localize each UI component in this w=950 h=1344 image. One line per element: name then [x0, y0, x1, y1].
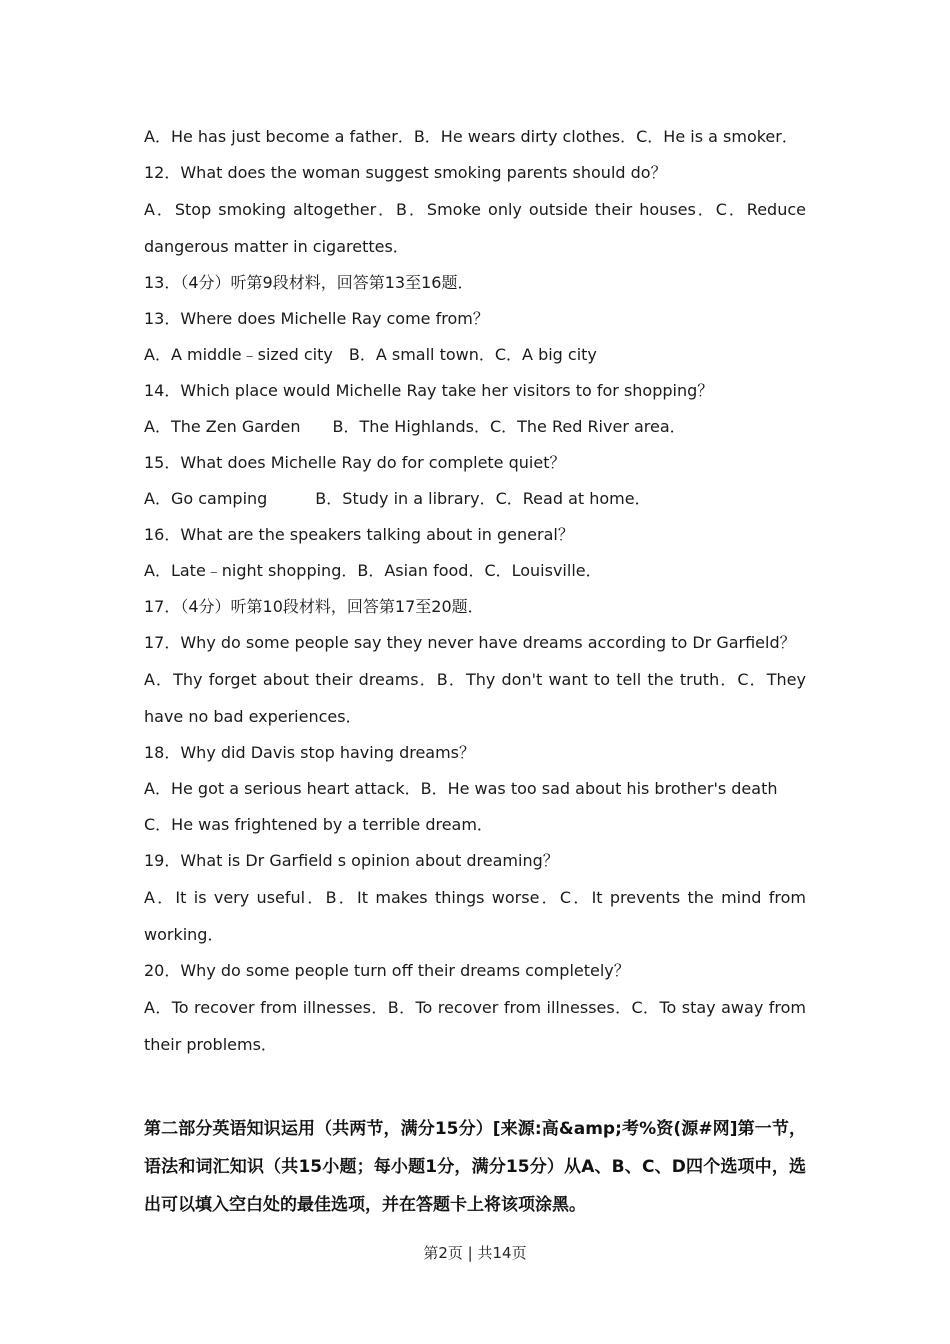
- q14-options: A．The Zen Garden B．The Highlands．C．The Red River area．: [144, 417, 686, 436]
- q14-question: 14．Which place would Michelle Ray take her visitors to for shopping？: [144, 381, 714, 400]
- q15-question: 15．What does Michelle Ray do for complete quiet？: [144, 453, 566, 472]
- q16-question: 16．What are the speakers talking about in general？: [144, 525, 574, 544]
- q13-options: A．A middle﹣sized city B．A small town．C．A big city: [144, 345, 597, 364]
- q15-options: A．Go camping B．Study in a library．C．Read at home．: [144, 489, 651, 508]
- document-body: [144, 119, 806, 1224]
- q18-option-c: C．He was frightened by a terrible dream．: [144, 815, 493, 834]
- q20-options: A．To recover from illnesses．B．To recover from illnesses．C．To stay away from their problems．: [144, 998, 806, 1054]
- q18-question: 18．Why did Davis stop having dreams？: [144, 743, 476, 762]
- q11-options: A．He has just become a father．B．He wears dirty clothes．C．He is a smoker．: [144, 127, 798, 146]
- q12-question: 12．What does the woman suggest smoking parents should do？: [144, 163, 667, 182]
- part-two-heading: 第二部分英语知识运用（共两节，满分15分）[来源:高&amp;考%资(源#网]第一节，语法和词汇知识（共15小题；每小题1分，满分15分）从A、B、C、D四个选项中，选出可以填入空白处的最佳选项，并在答题卡上将该项涂黑。: [144, 1119, 806, 1215]
- q17-options: A．Thy forget about their dreams．B．Thy don't want to tell the truth．C．They have no bad experiences．: [144, 670, 806, 726]
- spacer: [144, 1063, 806, 1100]
- q16-options: A．Late﹣night shopping．B．Asian food．C．Louisville．: [144, 561, 602, 580]
- q18-options-ab: A．He got a serious heart attack．B．He was too sad about his brother's death: [144, 779, 778, 798]
- section-heading-9: 13．（4分）听第9段材料，回答第13至16题．: [144, 273, 474, 292]
- q19-question: 19．What is Dr Garfield s opinion about dreaming？: [144, 851, 559, 870]
- q19-options: A．It is very useful．B．It makes things worse．C．It prevents the mind from working．: [144, 888, 806, 944]
- q17-question: 17．Why do some people say they never have dreams according to Dr Garfield？: [144, 633, 796, 652]
- section-heading-10: 17．（4分）听第10段材料，回答第17至20题．: [144, 597, 484, 616]
- q13-question: 13．Where does Michelle Ray come from？: [144, 309, 489, 328]
- q20-question: 20．Why do some people turn off their dreams completely？: [144, 961, 630, 980]
- q12-options: A．Stop smoking altogether．B．Smoke only outside their houses．C．Reduce dangerous matter in cigarettes．: [144, 200, 806, 256]
- page-footer: 第2页 | 共14页: [423, 1244, 527, 1262]
